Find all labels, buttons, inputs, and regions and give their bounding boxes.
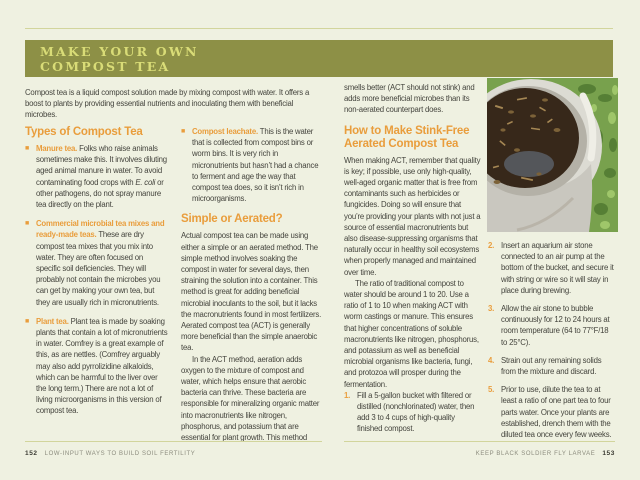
step-number: 1. <box>344 390 351 400</box>
bullet-item-plant-tea <box>25 316 169 417</box>
italic-term: E. coli <box>135 177 156 187</box>
right-page-number: 153 <box>602 450 615 457</box>
title-line-1: MAKE YOUR OWN <box>40 44 199 59</box>
how-to-paragraph-1: When making ACT, remember that quality is key; if possible, use only high-quality, well-aged organic matter that is free from contaminants such as herbicides or fungicides. Doing so will ensure that you’re providing your plants with not just a source of essential macronutrients but also disease-suppressing organisms that naturally occur in healthy soil ecosystems when properly managed and maintained over time. <box>344 155 481 277</box>
compost-tea-photo-graphic <box>487 78 618 232</box>
bullet-body: These are dry compost tea mixes that you mix into water. They are often focused on specific soil deficiencies. They will probably not contain the microbes you can get by making your own tea, but they are usually rich in micronutrients. <box>36 230 161 307</box>
bullet-body: Plant tea is made by soaking plants that contain a lot of micronutrients in water. Comfrey is a great example of this, as are nettles. (Comfrey arguably may also add pyrrolizidine alkaloids, which can be harmful to the liver over the long term.) There are not a lot of living microorganisms in this version of compost tea. <box>36 316 168 416</box>
step-number: 4. <box>488 355 495 365</box>
column-types-of-compost-tea <box>25 126 169 425</box>
title-line-2: COMPOST TEA <box>40 59 171 74</box>
right-running-footer-text: KEEP BLACK SOLDIER FLY LARVAE <box>475 451 596 457</box>
right-footer-rule <box>344 441 615 442</box>
step-1 <box>344 390 481 435</box>
step-2 <box>488 240 616 296</box>
bullet-item-manure-tea <box>25 143 169 210</box>
step-3 <box>488 303 616 348</box>
left-page-footer <box>25 450 195 457</box>
column-leachate-and-simple-aerated <box>181 126 324 443</box>
bullet-item-compost-leachate <box>181 126 324 204</box>
step-5 <box>488 384 616 440</box>
page-title <box>40 44 613 74</box>
chapter-title-banner <box>25 40 613 77</box>
simple-aerated-paragraph-2: In the ACT method, aeration adds oxygen to the mixture of compost and water, which helps ensure that aerobic bacteria can thrive. These bacteria are responsible for mineralizing organic matter into macronutrients like nitrogen, phosphorus, and potassium that are essential for plant growth. This method <box>181 354 320 443</box>
step-text: Strain out any remaining solids from the mixture and discard. <box>501 355 602 377</box>
bullet-lead: Plant tea. <box>36 316 69 326</box>
intro-paragraph: Compost tea is a liquid compost solution made by mixing compost with water. It offers a boost to plants by providing essential nutrients and inoculating them with beneficial microbes. <box>25 88 310 120</box>
step-text: Prior to use, dilute the tea to at least a ratio of one part tea to four parts water. Once your plants are established, drench them with the diluted tea once every few weeks. <box>501 385 612 440</box>
step-4 <box>488 355 616 377</box>
column-steps <box>488 240 616 447</box>
bullet-item-commercial-mixes <box>25 218 169 308</box>
bullet-lead: Compost leachate. <box>192 127 258 136</box>
bullet-lead: Commercial microbial tea mixes and ready-made teas. <box>36 219 165 240</box>
square-bullet-icon: ■ <box>25 220 30 228</box>
square-bullet-icon: ■ <box>25 317 30 325</box>
section-heading-how-to: How to Make Stink-Free Aerated Compost Tea <box>344 124 470 150</box>
how-to-paragraph-2: The ratio of traditional compost to water should be around 1 to 20. Use a ratio of 1 to 10 when making ACT with worm castings or manure. This ensures that higher concentrations of soluble macronutrients like nitrogen, phosphorus, and potassium as well as beneficial microbial organisms like bacteria, fungi, and protozoa will prosper during the fermentation. <box>344 278 479 389</box>
step-text: Allow the air stone to bubble continuously for 12 to 24 hours at room temperature (64 to 77°F/18 to 25°C). <box>501 304 610 347</box>
step-text: Fill a 5-gallon bucket with filtered or distilled (nonchlorinated) water, then add 3 to 4 cups of high-quality finished compost. <box>357 390 475 434</box>
section-heading-types: Types of Compost Tea <box>25 126 143 138</box>
left-footer-rule <box>25 441 322 442</box>
simple-aerated-paragraph-2-continued: smells better (ACT should not stink) and adds more beneficial microbes than its non-aerated counterpart does. <box>344 83 475 115</box>
bullet-lead: Manure tea. <box>36 144 78 153</box>
square-bullet-icon: ■ <box>181 128 186 135</box>
simple-aerated-paragraph-1: Actual compost tea can be made using either a simple or an aerated method. The simple method involves soaking the compost in water for several days, then straining the solution into a container. This method is great for adding beneficial microbial inoculants to the soil, but it lacks the macronutrients found in most fertilizers. Aerated compost tea (ACT) is generally more beneficial than the simple anaerobic tea. <box>181 231 322 353</box>
left-running-footer-text: LOW-INPUT WAYS TO BUILD SOIL FERTILITY <box>44 451 196 457</box>
section-heading-simple-or-aerated: Simple or Aerated? <box>181 213 283 226</box>
bullet-body: Folks who raise animals sometimes make this. It involves diluting aged animal manure in water. To avoid contaminating food crops with <box>36 144 167 187</box>
square-bullet-icon: ■ <box>25 145 30 152</box>
step-number: 2. <box>488 241 495 250</box>
step-text: Insert an aquarium air stone connected to an air pump at the bottom of the bucket, and secure it with string or wire so it will stay in place during brewing. <box>501 241 614 295</box>
bullet-body: This is the water that is collected from compost bins or worm bins. It is very rich in micronutrients but hasn’t had a chance to ferment and age the way that compost tea does, so it isn’t rich in microorganisms. <box>192 127 319 204</box>
top-rule <box>25 28 613 29</box>
compost-tea-bucket-photo <box>487 78 618 232</box>
right-page-footer <box>476 450 615 457</box>
step-number: 5. <box>488 385 495 395</box>
left-page-number: 152 <box>25 450 38 457</box>
bullet-body: or other pathogens, do not spray manure tea directly on the plant. <box>36 177 164 210</box>
step-number: 3. <box>488 304 495 314</box>
column-how-to-make <box>344 82 481 442</box>
